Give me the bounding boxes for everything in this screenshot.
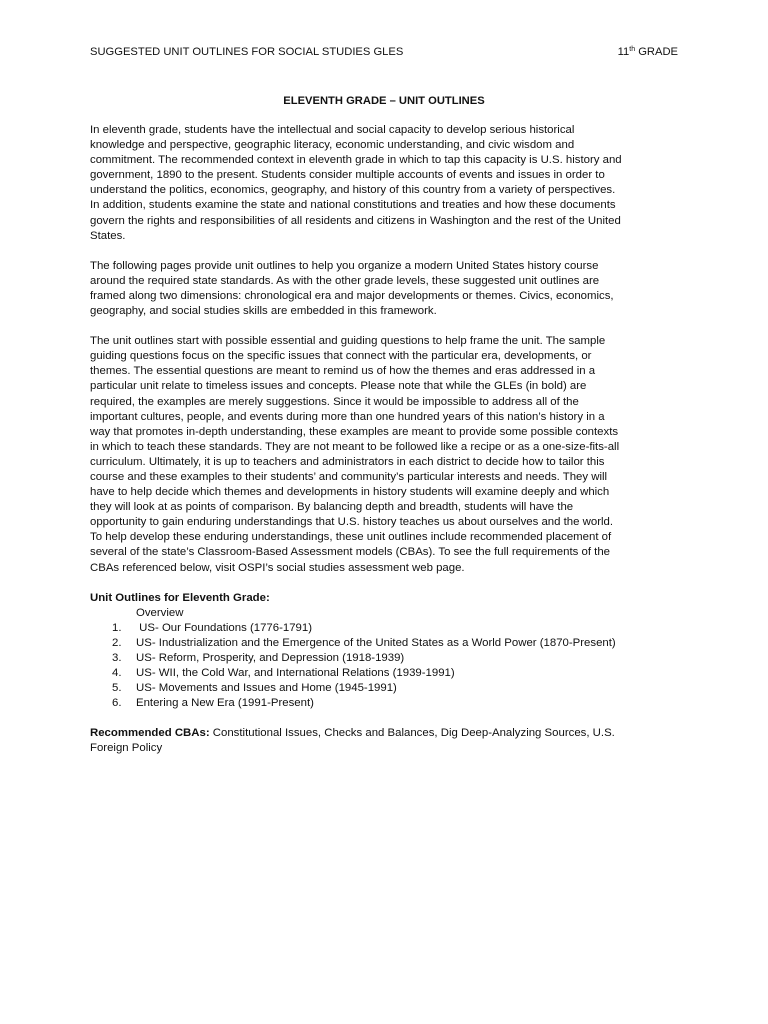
paragraph-line: government, 1890 to the present. Students consider multiple accounts of events and issues in order to (90, 169, 605, 182)
list-item-text: US- Reform, Prosperity, and Depression (1918-1939) (136, 652, 405, 664)
document-body (90, 123, 682, 772)
paragraph-line: guiding questions focus on the specific issues that connect with the particular era, developments, or (90, 350, 592, 363)
paragraph-line: they will look at as points of comparison. By balancing depth and breadth, students will have the (90, 501, 574, 514)
list-item (90, 681, 682, 696)
paragraph-line: curriculum. Ultimately, it is up to teachers and administrators in each district to decide how to tailor this (90, 455, 605, 468)
list-item-number: 2. (112, 636, 122, 649)
recommended-cbas-paragraph (90, 726, 682, 756)
paragraph-line: understand the politics, economics, geography, and history of this country from a variety of perspectives. (90, 184, 616, 197)
paragraph-line: themes. The essential questions are meant to remind us of how the themes and eras addressed in a (90, 365, 596, 378)
paragraph-line: In eleventh grade, students have the intellectual and social capacity to develop serious historical (90, 124, 575, 136)
paragraph-line: around the required state standards. As with the other grade levels, these suggested unit outlines are (90, 274, 600, 287)
unit-outlines-heading: Unit Outlines for Eleventh Grade: (90, 591, 270, 604)
paragraph-line: way that promotes in-depth understanding, these examples are meant to provide some possible contexts (90, 425, 619, 438)
paragraph-line: The following pages provide unit outlines to help you organize a modern United States history course (90, 259, 599, 272)
list-item-text: Entering a New Era (1991-Present) (136, 697, 314, 710)
list-item-text: US- Movements and Issues and Home (1945-1991) (136, 682, 397, 695)
paragraph-line: several of the state’s Classroom-Based Assessment models (CBAs). To see the full requirements of the (90, 546, 610, 559)
paragraph-line: geography, and social studies skills are embedded in this framework. (90, 305, 437, 318)
paragraph-line: framed along two dimensions: chronological era and major developments or themes. Civics, economics, (90, 289, 614, 302)
paragraph-line: CBAs referenced below, visit OSPI’s social studies assessment web page. (90, 561, 465, 574)
paragraph-line: The unit outlines start with possible essential and guiding questions to help frame the unit. The sample (90, 335, 606, 348)
list-item-number: 3. (112, 652, 122, 664)
paragraph-line: important cultures, people, and events during more than one hundred years of this nation’s history in a (90, 410, 605, 423)
paragraph-line: required, the examples are merely suggestions. Since it would be impossible to address all of the (90, 395, 579, 408)
paragraph-line: In addition, students examine the state and national constitutions and treaties and how these documents (90, 199, 616, 212)
list-item (90, 696, 682, 711)
list-item-number: 6. (112, 697, 122, 710)
list-item-number: 4. (112, 667, 122, 680)
paragraph-line: knowledge and perspective, geographic literacy, economic understanding, and civic wisdom and (90, 139, 575, 152)
list-item-number: 5. (112, 682, 122, 695)
unit-outlines-paragraph (90, 334, 682, 576)
list-item (90, 621, 682, 636)
paragraph-line: States. (90, 229, 126, 242)
framework-paragraph (90, 259, 682, 319)
paragraph-line: Foreign Policy (90, 742, 163, 755)
list-item (90, 636, 682, 651)
paragraph-line: commitment. The recommended context in eleventh grade in which to tap this capacity is U.S. history and (90, 154, 622, 167)
paragraph-line: course and these examples to their students’ and community’s particular interests and needs. They will (90, 470, 608, 483)
list-item-text: US- Our Foundations (1776-1791) (136, 621, 313, 634)
paragraph-line: govern the rights and responsibilities of all residents and citizens in Washington and the rest of the United (90, 214, 621, 227)
list-item (90, 666, 682, 681)
intro-paragraph (90, 123, 682, 244)
paragraph-line: To help develop these enduring understandings, these unit outlines include recommended placement of (90, 531, 612, 544)
list-item (90, 651, 682, 666)
header-document-title: SUGGESTED UNIT OUTLINES FOR SOCIAL STUDIES GLES (90, 46, 404, 58)
list-item-number: 1. (112, 621, 122, 634)
header-grade-word: GRADE (635, 46, 678, 58)
outline-overview: Overview (136, 606, 184, 619)
unit-outlines-list (90, 591, 682, 712)
header-grade-number: 11 (617, 46, 630, 58)
list-item-text: US- Industrialization and the Emergence of the United States as a World Power (1870-Present) (136, 636, 616, 649)
paragraph-line: in which to teach these standards. They are not meant to be followed like a recipe or as a one-size-fits-all (90, 440, 620, 453)
paragraph-line: have to help decide which themes and developments in history students will examine deeply and which (90, 486, 610, 499)
header-grade-suffix: th (629, 46, 636, 53)
list-item-text: US- WII, the Cold War, and International Relations (1939-1991) (136, 667, 455, 680)
paragraph-line: particular unit relate to timeless issues and concepts. Please note that while the GLEs (in bold) are (90, 380, 587, 393)
recommended-cbas-text: Constitutional Issues, Checks and Balances, Dig Deep-Analyzing Sources, U.S. (209, 727, 615, 740)
header-grade (618, 45, 678, 59)
recommended-cbas-label: Recommended CBAs: (90, 727, 210, 740)
paragraph-line: opportunity to gain enduring understandings that U.S. history teaches us about ourselves and the world. (90, 516, 614, 529)
paragraph-line (90, 726, 682, 741)
page-title: ELEVENTH GRADE – UNIT OUTLINES (283, 95, 485, 107)
